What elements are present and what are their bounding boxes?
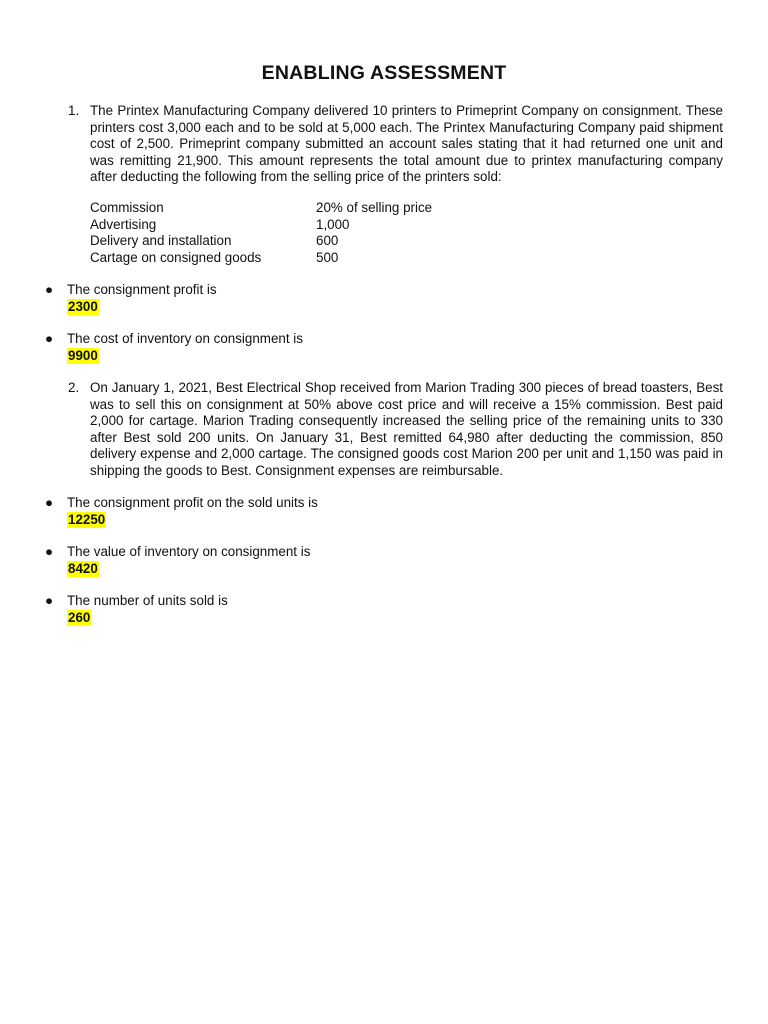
bullet-icon: ● [45,282,54,297]
deduction-label: Delivery and installation [90,233,232,249]
bullet-icon: ● [45,495,54,510]
deduction-label: Advertising [90,216,157,232]
answer-prompt: The value of inventory on consignment is [67,544,311,559]
answer-value: 2300 [68,298,98,314]
answer-value: 9900 [68,347,98,363]
deduction-value: 1,000 [316,216,350,232]
answer-value: 8420 [68,560,98,576]
deduction-label: Cartage on consigned goods [90,249,262,265]
bullet-icon: ● [45,544,54,559]
bullet-icon: ● [45,593,54,608]
page-title: ENABLING ASSESSMENT [261,62,507,84]
question-text: On January 1, 2021, Best Electrical Shop received from Marion Trading 300 pieces of bread toasters, Best was to sell this on consignment at 50% above cost price and will receive a 15% commission. Best paid 2,000 for cartage. Marion Trading consequently increased the selling price of the remaining units to 330 after Best sold 200 units. On January 31, Best remitted 64,980 after deducting the commission, 850 delivery expense and 2,000 cartage. The consigned goods cost Marion 200 per unit and 1,150 was paid in shipping the goods to Best. Consignment expenses are reimbursable. [90,380,723,478]
question-number: 1. [68,103,80,118]
deduction-label: Commission [90,200,164,215]
answer-prompt: The consignment profit on the sold units is [67,495,318,510]
answer-value: 260 [68,609,91,625]
question-text: The Printex Manufacturing Company delivered 10 printers to Primeprint Company on consignment. These printers cost 3,000 each and to be sold at 5,000 each. The Printex Manufacturing Company paid shipment cost of 2,500. Primeprint company submitted an account sales stating that it had returned one unit and was remitting 21,900. This amount represents the total amount due to printex manufacturing company after deducting the following from the selling price of the printers sold: [90,103,723,185]
question-number: 2. [68,380,80,395]
deduction-value: 500 [316,249,339,265]
answer-prompt: The consignment profit is [67,282,217,297]
answer-value: 12250 [68,511,106,527]
bullet-icon: ● [45,331,54,346]
answer-prompt: The cost of inventory on consignment is [67,331,303,346]
deduction-value: 600 [316,233,339,249]
answer-prompt: The number of units sold is [67,593,228,608]
deduction-value: 20% of selling price [316,200,433,215]
